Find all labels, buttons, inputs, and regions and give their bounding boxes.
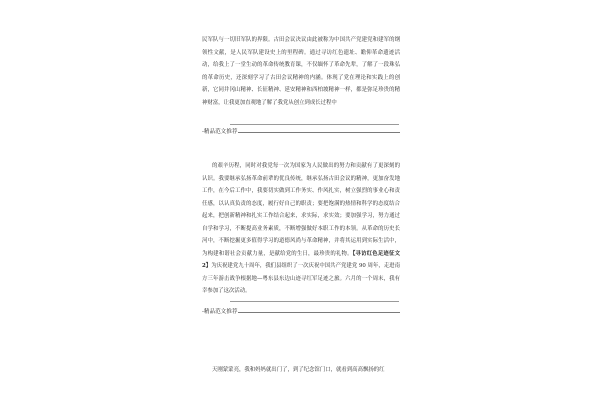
section-divider	[230, 301, 399, 302]
paragraph-text: 为庆祝建党九十周年，我们县组织了一次庆祝中国共产党建党 90 周年，走进南方三年游击战争根据地—粤东县东边山迹寻红军足迹之旅。六月的一个周末，我有幸参加了这次活动。	[202, 263, 400, 294]
body-paragraph: 天刚蒙蒙亮，我和妈妈就出门了，到了纪念馆门口，就看到高高飘扬的红	[212, 367, 385, 373]
recommended-section-header	[202, 307, 400, 317]
body-paragraph	[202, 160, 400, 298]
section-label: -精品范文推荐	[202, 129, 238, 135]
paragraph-text: 的艰辛历程，同时对我党每一次为国家为人民做出的努力和贡献有了更深刻的认识。我要继承弘扬革命前辈的优良传统，继承弘扬古田会议的精神，更加奋发地工作，在今后工作中，我要切实做到工作务实、作风扎实，树立强烈的事业心和责任感，以认真负责的态度，履行好自己的职责；要把饱满的热情和科学的态度结合起来，把创新精神和扎实工作结合起来，求实际，求实效；要加强学习，努力通过自学和学习，不断提高业务素质，不断增强做好本职工作的本领。从革命的历史长河中，不断挖掘更多值得学习的道德风尚与革命精神，并将其运用到实际生活中，为构建和谐社会贡献力量，是献给党的生日，最珍贵的礼物。	[202, 163, 400, 257]
section-divider	[230, 124, 399, 125]
section-label-rule	[238, 132, 400, 133]
section-label-rule	[238, 312, 400, 313]
essay-heading: 【寻访红色足迹征文 2】	[202, 250, 400, 269]
section-label: -精品范文推荐	[202, 309, 238, 315]
recommended-section-header	[202, 127, 400, 137]
body-paragraph: 民军队与一切旧军队的界限。古田会议决议由此被称为中国共产党建党和建军的纲领性文献，是人民军队建设史上的里程碑。通过寻访红色遗址、瞻仰革命遗迹活动，给我上了一堂生动的革命传统教育课，不仅缅怀了革命先辈，了解了一段珠弘的革命历史，还深刻学习了古田会议精神的内涵。体现了党在理论和实践上的创新，它同井冈山精神、长征精神、延安精神和西柏坡精神一样，都是弥足珍贵的精神财富，让我更加直观地了解了我党从创立到成长过程中	[202, 37, 400, 106]
